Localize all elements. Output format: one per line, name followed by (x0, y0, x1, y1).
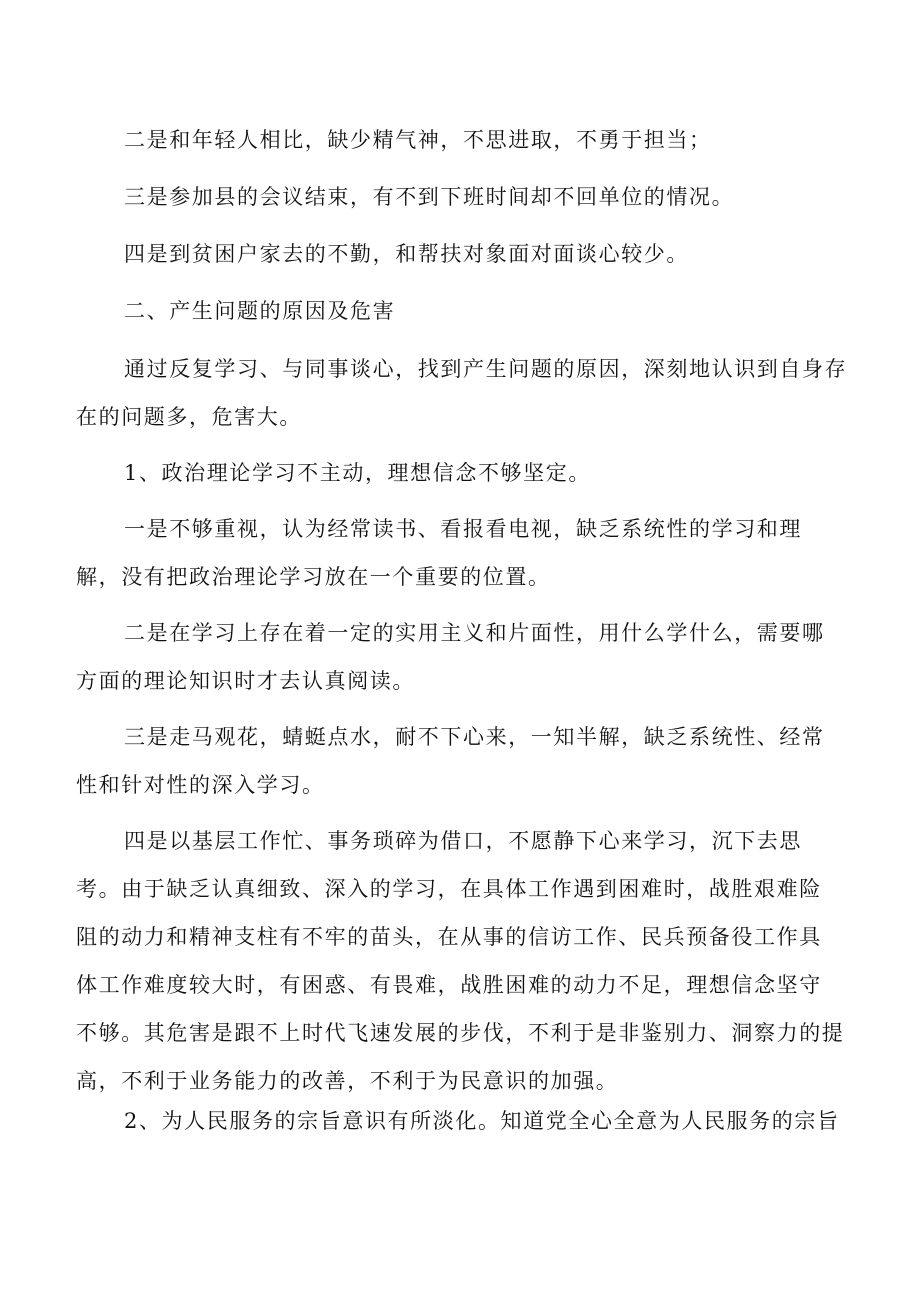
section-heading (76, 287, 856, 335)
text-line: 高，不利于业务能力的改善，不利于为民意识的加强。 (76, 1069, 619, 1093)
text-line: 1、政治理论学习不主动，理想信念不够坚定。 (124, 461, 591, 485)
paragraph-3 (76, 230, 856, 278)
text-line: 一是不够重视，认为经常读书、看报看电视，缺乏系统性的学习和理 (124, 517, 802, 541)
paragraph-1 (76, 116, 856, 164)
text-line: 三是走马观花，蜻蜓点水，耐不下心来，一知半解，缺乏系统性、经常 (124, 725, 825, 749)
paragraph-7 (76, 505, 856, 601)
text-line: 不够。其危害是跟不上时代飞速发展的步伐，不利于是非鉴别力、洞察力的提 (76, 1021, 845, 1045)
paragraph-10 (76, 817, 856, 1105)
text-line: 性和针对性的深入学习。 (76, 773, 325, 797)
text-line: 方面的理论知识时才去认真阅读。 (76, 669, 415, 693)
text-line: 二是在学习上存在着一定的实用主义和片面性，用什么学什么，需要哪 (124, 621, 825, 645)
text-line: 考。由于缺乏认真细致、深入的学习，在具体工作遇到困难时，战胜艰难险 (76, 877, 822, 901)
text-line: 2、为人民服务的宗旨意识有所淡化。知道党全心全意为人民服务的宗旨 (124, 1109, 840, 1133)
text-line: 二是和年轻人相比，缺少精气神，不思进取，不勇于担当； (124, 128, 712, 152)
text-line: 四是到贫困户家去的不勤，和帮扶对象面对面谈心较少。 (124, 242, 689, 266)
subheading-2 (76, 1097, 856, 1145)
text-line: 三是参加县的会议结束，有不到下班时间却不回单位的情况。 (124, 185, 735, 209)
text-line: 通过反复学习、与同事谈心，找到产生问题的原因，深刻地认识到自身存 (124, 357, 848, 381)
text-line: 二、产生问题的原因及危害 (124, 299, 396, 323)
text-line: 阻的动力和精神支柱有不牢的苗头，在从事的信访工作、民兵预备役工作具 (76, 925, 822, 949)
text-line: 解，没有把政治理论学习放在一个重要的位置。 (76, 565, 551, 589)
text-line: 体工作难度较大时，有困惑、有畏难，战胜困难的动力不足，理想信念坚守 (76, 973, 822, 997)
paragraph-9 (76, 713, 856, 809)
subheading-1 (76, 449, 856, 497)
paragraph-2 (76, 173, 856, 221)
text-line: 在的问题多，危害大。 (76, 405, 302, 429)
paragraph-8 (76, 609, 856, 705)
text-line: 四是以基层工作忙、事务琐碎为借口，不愿静下心来学习，沉下去思 (124, 829, 802, 853)
paragraph-5 (76, 345, 856, 441)
